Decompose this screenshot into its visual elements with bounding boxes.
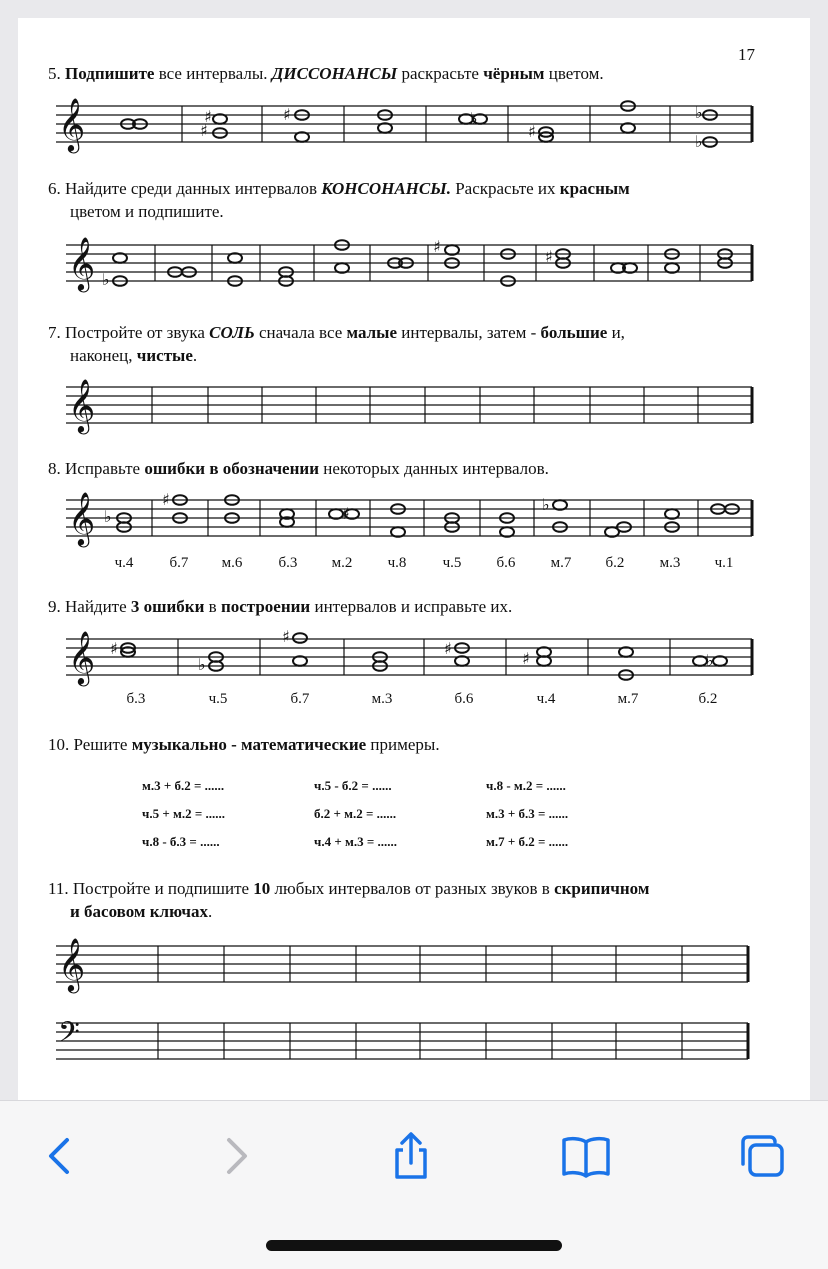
interval-label: б.2 [698,691,718,707]
math-example: ч.8 - м.2 = ...... [486,778,566,793]
flat-icon: ♭ [104,507,112,526]
sharp-icon: ♯ [522,649,530,668]
forward-button[interactable] [208,1128,264,1184]
sharp-icon: ♯ [204,107,212,126]
task-text: Решите [69,735,132,754]
interval-label: б.3 [126,691,146,707]
task-text: все интервалы. [154,64,272,83]
sharp-icon: ♯ [200,121,208,140]
interval-label: б.3 [278,555,298,571]
whole-note [329,509,343,519]
treble-clef-icon: 𝄞 [68,491,96,545]
treble-clef-icon: 𝄞 [68,236,96,290]
task-text: КОНСОНАНСЫ. [321,179,451,198]
math-example: ч.5 + м.2 = ...... [142,806,226,821]
task-text: музыкально - математические [131,735,367,754]
treble-clef-icon: 𝄞 [68,630,96,684]
whole-note [335,263,349,273]
task-text: построении [220,597,311,616]
math-example: ч.5 - б.2 = ...... [314,778,392,793]
forward-icon [221,1136,251,1176]
whole-note [228,253,242,263]
sharp-icon: ♯ [528,122,536,141]
whole-note [713,656,727,666]
interval-label: б.7 [290,691,310,707]
task-text: любых интервалов от разных звуков в [270,879,555,898]
staff-task-6 [66,236,752,292]
flat-icon: ♭ [198,655,206,674]
task-text: Найдите [60,597,131,616]
task-text: Исправьте [60,459,145,478]
whole-note [293,656,307,666]
flat-icon: ♭ [706,651,714,670]
flat-icon: ♭ [470,109,478,128]
whole-note [455,656,469,666]
bookmarks-icon [560,1134,612,1178]
task-text: Постройте и подпишите [68,879,254,898]
treble-clef-icon: 𝄞 [58,937,86,991]
task-text: в [204,597,221,616]
treble-clef-icon: 𝄞 [68,378,96,432]
whole-note [293,633,307,643]
whole-note [113,253,127,263]
flat-icon: ♭ [542,495,550,514]
task-text: Раскрасьте их [450,179,560,198]
interval-label: ч.5 [442,555,462,571]
flat-icon: ♭ [102,270,110,289]
task-text: . [208,902,213,921]
task-text: большие [540,323,608,342]
whole-note [665,509,679,519]
task-text: Постройте от звука [60,323,210,342]
math-example: б.2 + м.2 = ...... [314,806,397,821]
task-text: ДИССОНАНСЫ [271,64,398,83]
treble-clef-icon: 𝄞 [58,97,86,151]
task-number: 8. [48,459,61,478]
bookmarks-button[interactable] [558,1128,614,1184]
whole-note [295,132,309,142]
interval-label: б.2 [605,555,625,571]
whole-note [665,263,679,273]
bass-clef-icon: 𝄢 [58,1016,80,1056]
whole-note [500,527,514,537]
interval-label: б.6 [496,555,516,571]
sharp-icon: ♯ [545,247,553,266]
task-text: интервалов и исправьте их. [310,597,513,616]
task-text: Найдите среди данных интервалов [60,179,322,198]
task-text: СОЛЬ [209,323,255,342]
task-text: 3 ошибки [130,597,205,616]
sharp-icon: ♯ [433,237,441,256]
interval-label: б.7 [169,555,189,571]
whole-note [378,123,392,133]
interval-label: м.3 [659,555,681,571]
whole-note [391,527,405,537]
interval-label: ч.1 [714,555,734,571]
sharp-icon: ♯ [162,490,170,509]
interval-label: м.7 [617,691,639,707]
interval-label: б.6 [454,691,474,707]
task-text: чистые [136,346,193,365]
flat-icon: ♭ [695,103,703,122]
staff-task-7 [66,378,752,434]
share-icon [389,1132,433,1180]
sharp-icon: ♯ [282,627,290,646]
home-indicator[interactable] [266,1240,562,1251]
sharp-icon: ♯ [342,504,350,523]
back-button[interactable] [32,1128,88,1184]
task-text: красным [559,179,630,198]
task-number: 9. [48,597,61,616]
math-example: ч.4 + м.3 = ...... [314,834,398,849]
interval-label: м.2 [331,555,353,571]
interval-label: ч.5 [208,691,228,707]
task-text: интервалы, затем - [397,323,541,342]
task-text: скрипичном [554,879,650,898]
sharp-icon: ♯ [283,105,291,124]
math-example: м.7 + б.2 = ...... [486,834,569,849]
math-example: м.3 + б.2 = ...... [142,778,225,793]
staff-task-11-treble [56,937,748,993]
task-text: и, [607,323,625,342]
tabs-icon [737,1132,787,1180]
task-text: цветом. [544,64,604,83]
whole-note [553,500,567,510]
task-text: и басовом ключах [70,902,209,921]
math-example: ч.8 - б.3 = ...... [142,834,220,849]
flat-icon: ♭ [695,132,703,151]
page-number: 17 [738,45,755,64]
task-text: Подпишите [65,64,155,83]
back-icon [45,1136,75,1176]
tabs-button[interactable] [734,1128,790,1184]
task-number: 5. [48,64,61,83]
task-text: 10 [253,879,271,898]
task-text: цветом и подпишите. [70,202,224,221]
whole-note [445,245,459,255]
task-text: ошибки в обозначении [144,459,319,478]
task-text: некоторых данных интервалов. [319,459,549,478]
task-text: . [192,346,198,365]
task-text: примеры. [366,735,440,754]
staff-task-9 [66,630,752,686]
interval-label: м.3 [371,691,393,707]
task-number: 7. [48,323,61,342]
math-example: м.3 + б.3 = ...... [486,806,569,821]
task-text: наконец, [70,346,137,365]
share-button[interactable] [383,1128,439,1184]
task-text: раскрасьте [397,64,484,83]
sharp-icon: ♯ [444,639,452,658]
interval-label: ч.8 [387,555,407,571]
whole-note [619,647,633,657]
whole-note [213,114,227,124]
task-number: 6. [48,179,61,198]
interval-label: м.7 [550,555,572,571]
task-text: сначала все [254,323,347,342]
whole-note [693,656,707,666]
whole-note [621,123,635,133]
staff-task-11-bass [56,1016,748,1059]
staff-task-5 [56,97,752,153]
task-text: чёрным [483,64,545,83]
sharp-icon: ♯ [110,639,118,658]
task-number: 11. [48,879,69,898]
task-text: малые [346,323,397,342]
interval-label: м.6 [221,555,243,571]
interval-label: ч.4 [114,555,134,571]
task-number: 10. [48,735,70,754]
interval-label: ч.4 [536,691,556,707]
